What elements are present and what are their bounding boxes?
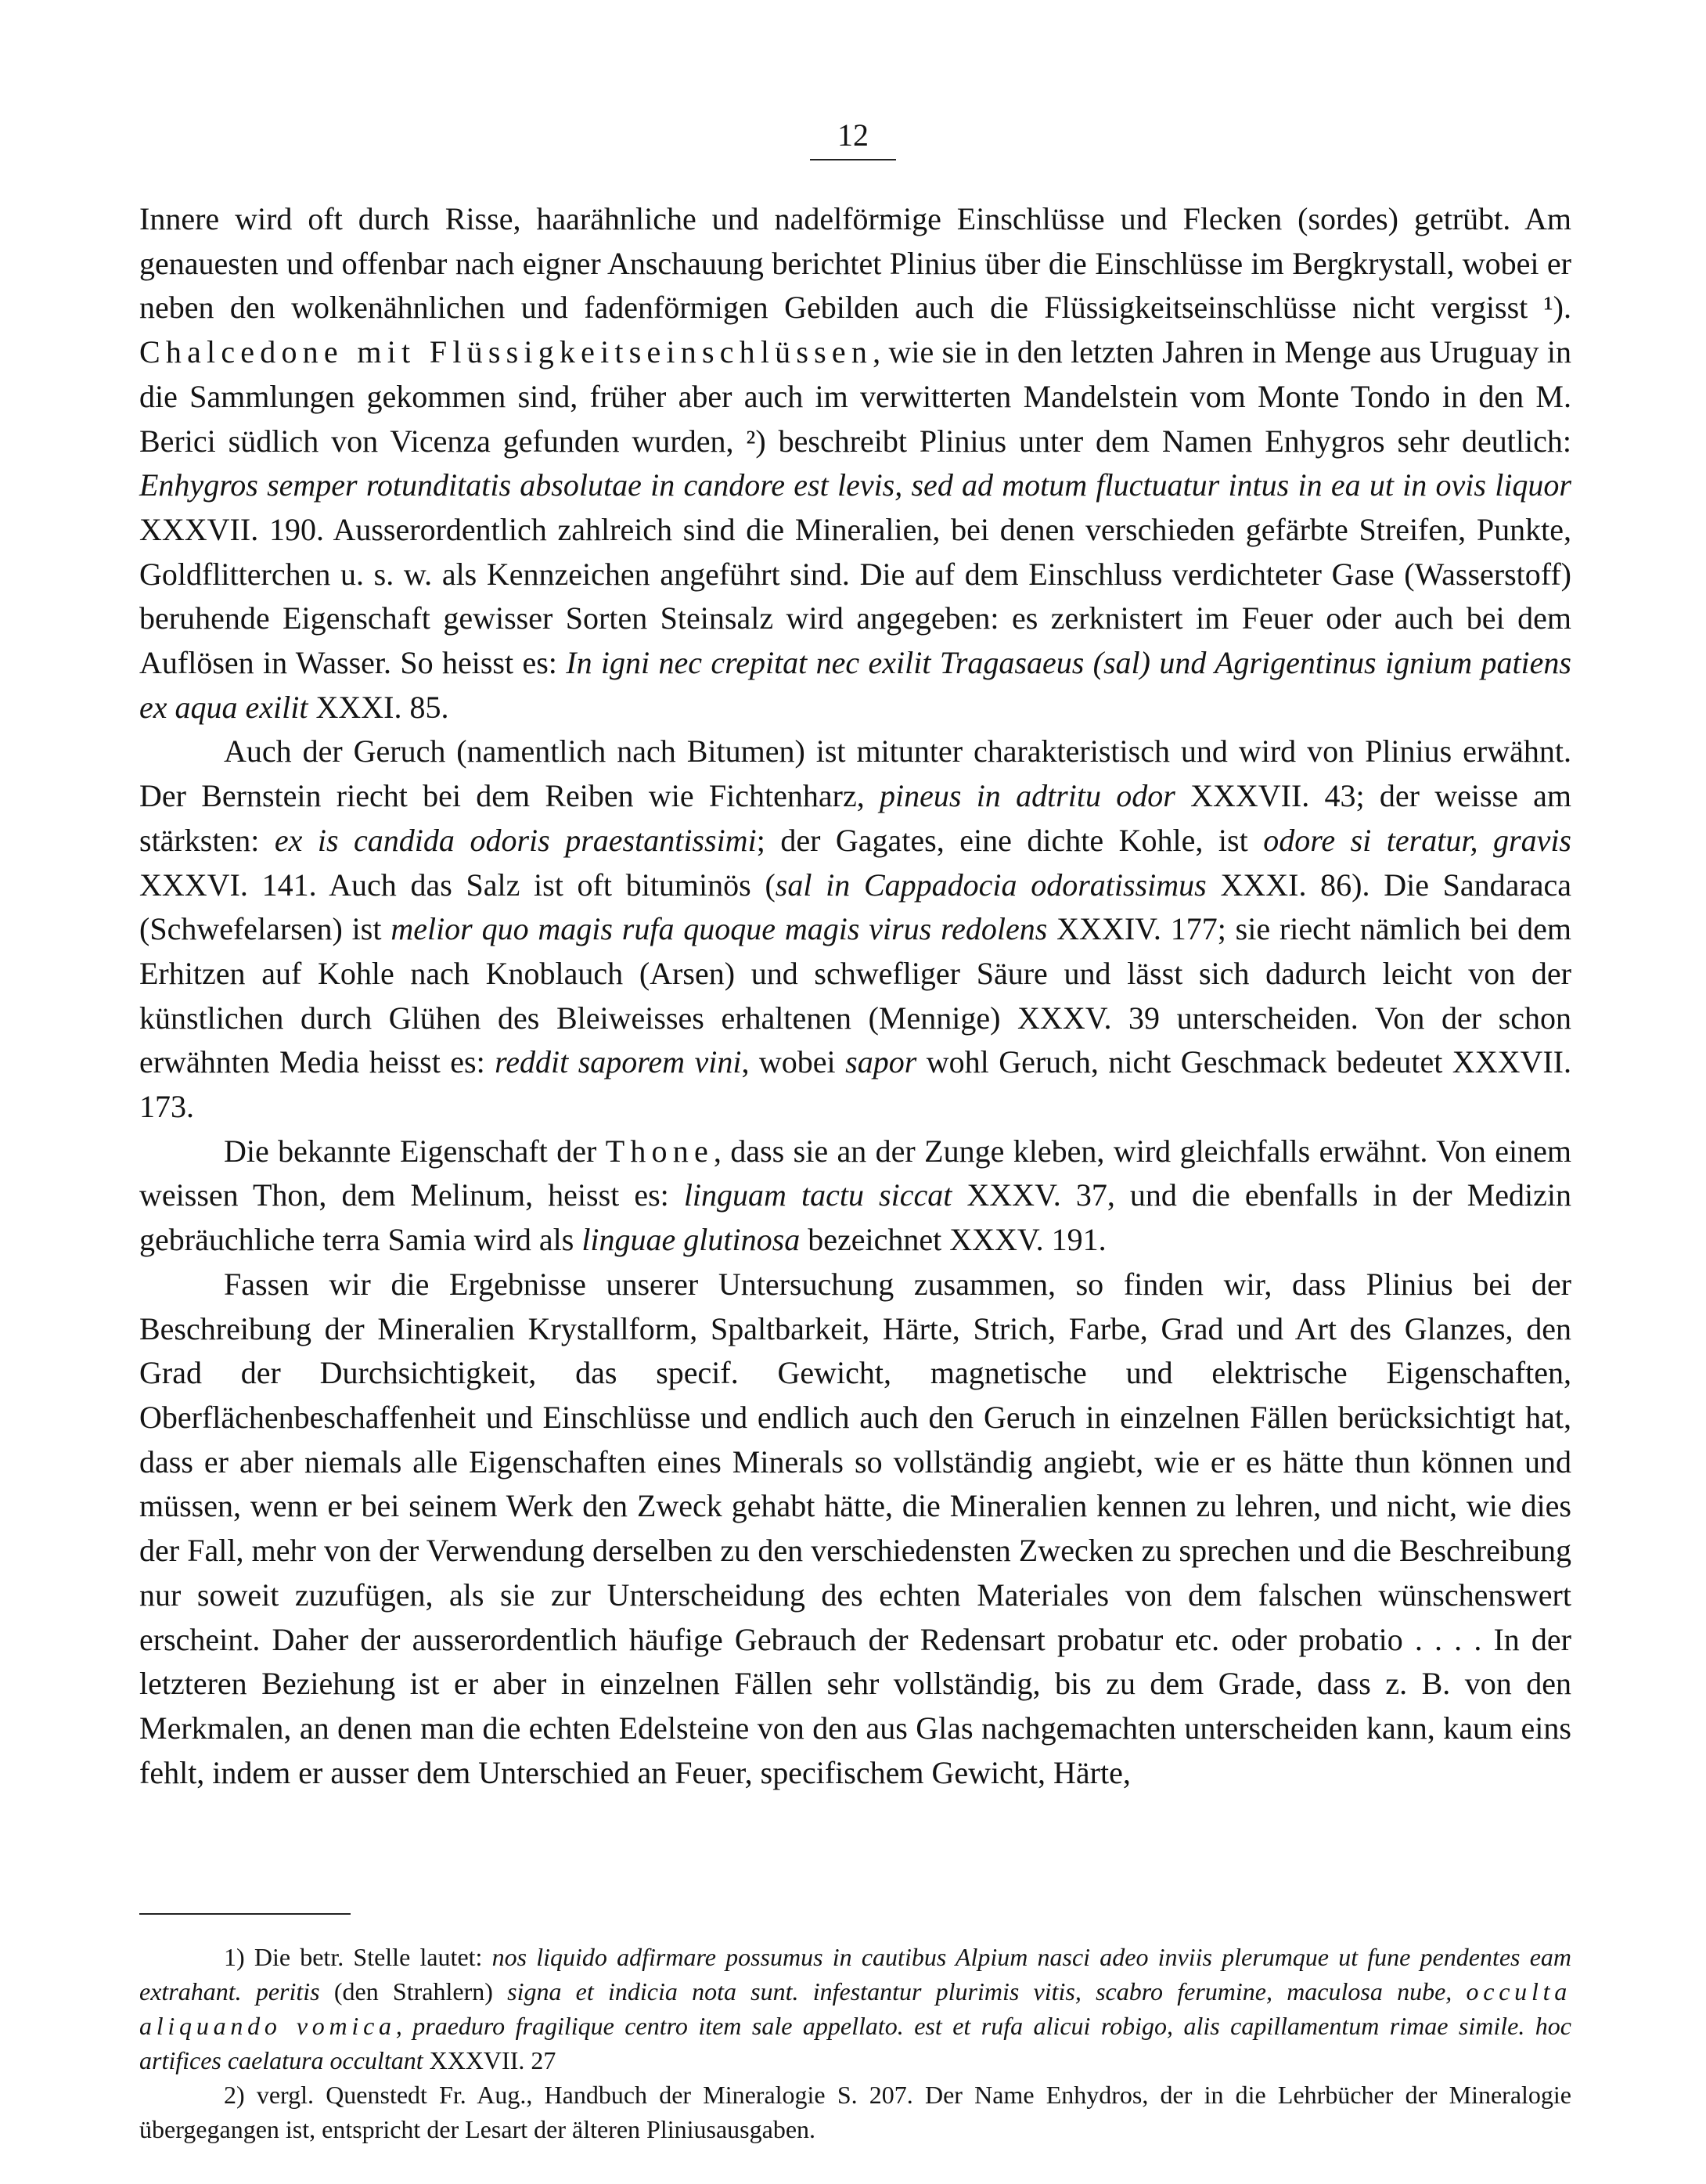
text-run: XXXV. 37, und die ebenfalls in der Medizin gebräuchliche terra Samia wird als [139,1177,1571,1258]
latin-quote: ex is candida odoris praestantissimi [274,822,757,858]
text-run: 1) Die betr. Stelle lautet: [224,1943,492,1971]
latin-quote: reddit saporem vini [495,1044,742,1080]
latin-quote: occulta aliquando vomica [139,1977,1572,2040]
text-run: XXXI. 86). Die Sandaraca (Schwefelarsen) ist [139,867,1571,947]
page-number-rule [810,159,896,160]
latin-quote: sapor [845,1044,917,1080]
footnote-rule [139,1913,351,1915]
footnote [139,2078,1571,2146]
text-run: bezeichnet XXXV. 191. [800,1222,1107,1258]
text-run: XXXVI. 141. Auch das Salz ist oft bituminös ( [139,867,776,903]
footnotes [139,1940,1571,2146]
paragraph [139,1130,1571,1263]
latin-quote: signa et indicia nota sunt. infestantur plurimis vitis, scabro ferumine, maculosa nube, [507,1977,1467,2006]
footnote [139,1940,1571,2078]
paragraph [139,1263,1571,1795]
latin-quote: pineus in adtritu odor [880,778,1175,814]
text-run: , wobei [741,1044,846,1080]
text-run: ; der Gagates, eine dichte Kohle, ist [756,822,1264,858]
latin-quote: nos liquido adfirmare possumus in cautibus Alpium nasci adeo inviis plerumque ut fune pendentes eam extrahant. peritis [139,1943,1572,2006]
page-number: 12 [837,117,869,153]
text-run: XXXIV. 177; sie riecht nämlich bei dem Erhitzen auf Kohle nach Knoblauch (Arsen) und schwefliger Säure und lässt sich dadurch leicht von der künstlichen durch Glühen des Bleiweisses erhaltenen (Mennige) XXXV. 39 unterscheiden. Von der schon erwähnten Media heisst es: [139,911,1571,1080]
text-run: Thone [605,1133,714,1169]
text-run: 2) vergl. Quenstedt Fr. Aug., Handbuch der Mineralogie S. 207. Der Name Enhydros, der in die Lehrbücher der Mineralogie übergegangen ist, entspricht der Lesart der älteren Pliniusausgaben. [139,2081,1571,2143]
latin-quote: Enhygros semper rotunditatis absolutae in candore est levis, sed ad motum fluctuatur intus in ea ut in ovis liquor [139,467,1571,503]
text-run: XXXI. 85. [308,689,449,725]
text-run: XXXVII. 43; der weisse am stärksten: [139,778,1571,858]
text-run: (den Strahlern) [319,1977,508,2006]
latin-quote: linguam tactu siccat [683,1177,952,1213]
latin-quote: sal in Cappadocia odoratissimus [775,867,1207,903]
text-run: Auch der Geruch (namentlich nach Bitumen) ist mitunter charakteristisch und wird von Plinius erwähnt. Der Bernstein riecht bei dem Reiben wie Fichtenharz, [139,733,1571,814]
text-run: wohl Geruch, nicht Geschmack bedeutet XXXVII. 173. [139,1044,1571,1125]
text-run: Chalcedone mit Flüssigkeitseinschlüssen [139,334,873,370]
text-run: Die bekannte Eigenschaft der [224,1133,606,1169]
text-run: Innere wird oft durch Risse, haarähnliche und nadelförmige Einschlüsse und Flecken (sordes) getrübt. Am genauesten und offenbar nach eigner Anschauung berichtet Plinius über die Einschlüsse im Bergkrystall, wobei er neben den wolkenähnlichen und fadenförmigen Gebilden auch die Flüssigkeitseinschlüsse nicht vergisst ¹). [139,201,1571,326]
text-run: Fassen wir die Ergebnisse unserer Untersuchung zusammen, so finden wir, dass Plinius bei der Beschreibung der Mineralien Krystallform, Spaltbarkeit, Härte, Strich, Farbe, Grad und Art des Glanzes, den Grad der Durchsichtigkeit, das specif. Gewicht, magnetische und elektrische Eigenschaften, Oberflächenbeschaffenheit und Einschlüsse und endlich auch den Geruch in einzelnen Fällen berücksichtigt hat, dass er aber niemals alle Eigenschaften eines Minerals so vollständig angiebt, wie er es hätte thun können und müssen, wenn er bei seinem Werk den Zweck gehabt hätte, die Mineralien kennen zu lehren, und nicht, wie dies der Fall, mehr von der Verwendung derselben zu den verschiedensten Zwecken zu sprechen und die Beschreibung nur soweit zuzufügen, als sie zur Unterscheidung des echten Materiales von dem falschen wünschenswert erscheint. Daher der ausserordentlich häufige Gebrauch der Redensart probatur etc. oder probatio . . . . In der letzteren Beziehung ist er aber in einzelnen Fällen sehr vollständig, bis zu dem Grade, dass z. B. von den Merkmalen, an denen man die echten Edelsteine von den aus Glas nachgemachten unterscheiden kann, kaum eins fehlt, indem er ausser dem Unterschied an Feuer, specifischem Gewicht, Härte, [139,1266,1571,1790]
latin-quote: odore si teratur, gravis [1263,822,1572,858]
text-run: XXXVII. 27 [423,2046,556,2074]
latin-quote: In igni nec crepitat nec exilit Tragasaeus (sal) und Agrigentinus ignium patiens ex aqua exilit [139,645,1571,725]
latin-quote: melior quo magis rufa quoque magis virus redolens [391,911,1048,947]
text-run: XXXVII. 190. Ausserordentlich zahlreich sind die Mineralien, bei denen verschieden gefärbte Streifen, Punkte, Goldflitterchen u. s. w. als Kennzeichen angeführt sind. Die auf dem Einschluss verdichteter Gase (Wasserstoff) beruhende Eigenschaft gewisser Sorten Steinsalz wird angegeben: es zerknistert im Feuer oder auch bei dem Auflösen in Wasser. So heisst es: [139,511,1571,681]
paragraph [139,197,1571,730]
latin-quote: , praeduro fragilique centro item sale appellato. est et rufa alicui robigo, alis capillamentum rimae simile. hoc artifices caelatura occultant [139,2012,1572,2074]
latin-quote: linguae glutinosa [581,1222,801,1258]
text-run: , wie sie in den letzten Jahren in Menge aus Uruguay in die Sammlungen gekommen sind, früher aber auch im verwitterten Mandelstein vom Monte Tondo in den M. Berici südlich von Vicenza gefunden wurden, ²) beschreibt Plinius unter dem Namen Enhygros sehr deutlich: [139,334,1571,459]
paragraph [139,730,1571,1129]
body-text [139,197,1571,1795]
text-run: , dass sie an der Zunge kleben, wird gleichfalls erwähnt. Von einem weissen Thon, dem Melinum, heisst es: [139,1133,1572,1213]
